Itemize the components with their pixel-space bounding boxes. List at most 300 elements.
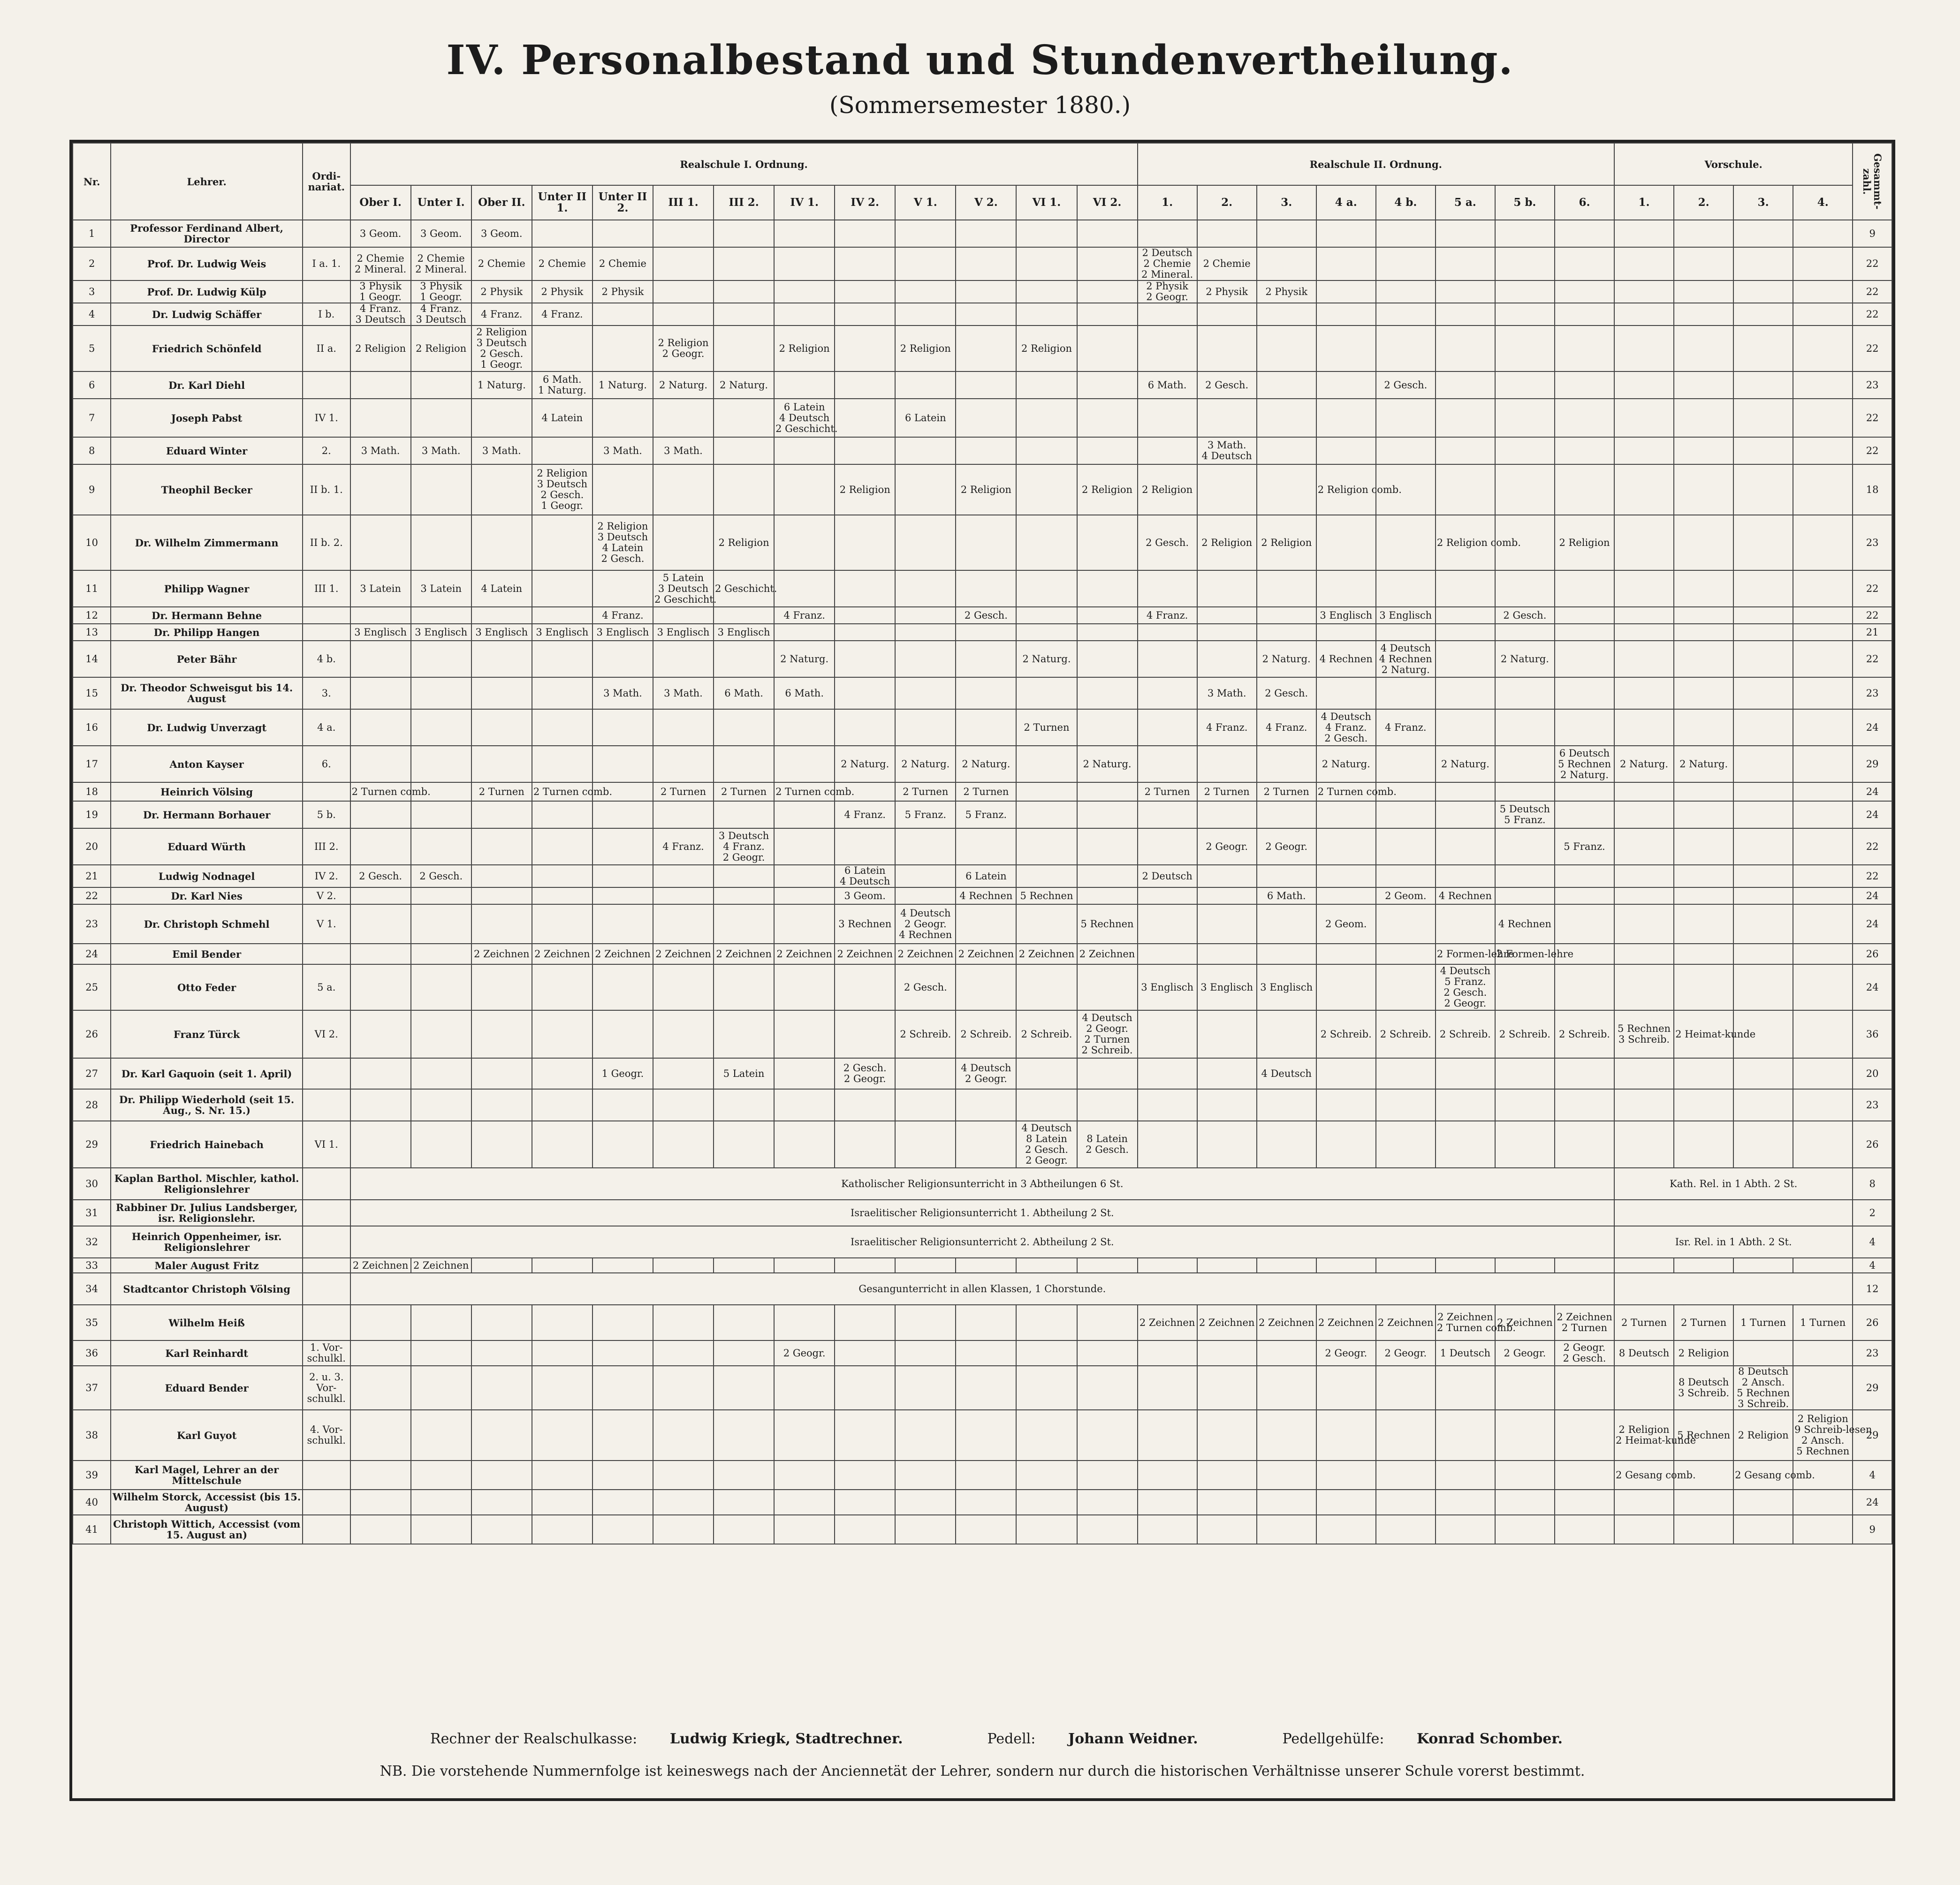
schedule-cell <box>1733 904 1793 944</box>
schedule-cell <box>471 641 532 677</box>
row-total: 36 <box>1853 1010 1892 1058</box>
schedule-cell <box>1257 904 1316 944</box>
schedule-cell <box>411 1490 471 1515</box>
schedule-cell <box>1674 709 1733 746</box>
schedule-cell: 2 Zeichnen <box>895 944 956 964</box>
schedule-cell <box>593 641 653 677</box>
schedule-cell <box>1614 1058 1674 1089</box>
row-merged-note: Israelitischer Religionsunterricht 1. Abtheilung 2 St. <box>350 1200 1614 1226</box>
schedule-cell <box>1016 1515 1077 1544</box>
schedule-cell <box>1733 677 1793 709</box>
schedule-cell <box>593 828 653 865</box>
schedule-cell <box>411 746 471 782</box>
schedule-cell <box>835 220 895 247</box>
schedule-cell <box>411 371 471 399</box>
schedule-cell <box>1614 1121 1674 1168</box>
schedule-cell <box>411 1366 471 1410</box>
schedule-cell: 2 Schreib. <box>1376 1010 1436 1058</box>
schedule-cell <box>1376 1366 1436 1410</box>
row-nr: 22 <box>73 887 111 904</box>
schedule-cell: 2 Gesch. <box>1138 515 1197 570</box>
schedule-cell <box>774 964 835 1010</box>
schedule-cell: 2 Geom. <box>1376 887 1436 904</box>
row-merged-vorschule <box>1614 1200 1853 1226</box>
schedule-cell: 2 Religion <box>714 515 774 570</box>
row-total: 22 <box>1853 437 1892 464</box>
schedule-cell <box>714 280 774 303</box>
schedule-cell: 3 Englisch <box>350 624 411 641</box>
table-row <box>73 1366 1892 1410</box>
schedule-cell <box>1674 326 1733 371</box>
schedule-cell <box>1376 220 1436 247</box>
row-total: 18 <box>1853 464 1892 515</box>
schedule-cell <box>1733 464 1793 515</box>
schedule-cell <box>1793 709 1853 746</box>
row-ordinariat: 1. Vor-schulkl. <box>303 1340 350 1366</box>
schedule-cell <box>1436 1515 1495 1544</box>
schedule-cell <box>1436 570 1495 607</box>
schedule-cell <box>1793 1490 1853 1515</box>
table-row <box>73 1168 1892 1200</box>
schedule-cell <box>1077 709 1138 746</box>
schedule-cell <box>1197 326 1257 371</box>
schedule-cell <box>593 1490 653 1515</box>
schedule-cell <box>774 904 835 944</box>
row-nr: 40 <box>73 1490 111 1515</box>
row-nr: 26 <box>73 1010 111 1058</box>
schedule-cell: 3 Englisch <box>593 624 653 641</box>
table-row <box>73 1461 1892 1490</box>
schedule-cell <box>774 1366 835 1410</box>
schedule-cell <box>956 677 1016 709</box>
schedule-cell <box>1138 1089 1197 1121</box>
schedule-cell <box>1793 515 1853 570</box>
schedule-cell <box>1495 1515 1555 1544</box>
schedule-cell: 2 Chemie <box>593 247 653 280</box>
schedule-cell <box>1733 1515 1793 1544</box>
schedule-cell <box>895 1490 956 1515</box>
schedule-cell: 4 Franz. <box>1197 709 1257 746</box>
schedule-cell <box>1733 1258 1793 1273</box>
row-ordinariat <box>303 624 350 641</box>
schedule-cell <box>653 1490 714 1515</box>
schedule-cell <box>774 303 835 326</box>
row-teacher: Dr. Karl Diehl <box>111 371 303 399</box>
schedule-cell: 2 Turnen <box>1257 782 1316 801</box>
schedule-cell <box>714 904 774 944</box>
schedule-cell: 2 Gesch. <box>350 865 411 887</box>
schedule-cell <box>774 464 835 515</box>
schedule-cell <box>895 371 956 399</box>
schedule-cell <box>1614 887 1674 904</box>
schedule-cell: 3 Latein <box>350 570 411 607</box>
schedule-cell <box>1316 303 1376 326</box>
schedule-cell <box>1016 399 1077 437</box>
row-total: 26 <box>1853 1121 1892 1168</box>
schedule-cell <box>1138 1410 1197 1461</box>
header-class-0-11: VI 1. <box>1016 185 1077 220</box>
schedule-cell <box>1555 247 1614 280</box>
schedule-cell <box>956 1258 1016 1273</box>
row-teacher: Philipp Wagner <box>111 570 303 607</box>
schedule-cell <box>1555 607 1614 624</box>
row-total: 9 <box>1853 220 1892 247</box>
schedule-cell: 4 Deutsch 5 Franz. 2 Gesch. 2 Geogr. <box>1436 964 1495 1010</box>
schedule-cell <box>714 1515 774 1544</box>
table-row <box>73 570 1892 607</box>
schedule-cell <box>956 1305 1016 1340</box>
schedule-cell <box>1614 515 1674 570</box>
schedule-cell: 3 Math. 4 Deutsch <box>1197 437 1257 464</box>
schedule-cell <box>1674 865 1733 887</box>
schedule-cell <box>1495 677 1555 709</box>
schedule-cell: 2 Geogr. <box>1316 1340 1376 1366</box>
schedule-cell <box>653 964 714 1010</box>
schedule-cell <box>1793 280 1853 303</box>
schedule-cell <box>1495 887 1555 904</box>
schedule-cell <box>835 1340 895 1366</box>
schedule-cell <box>1016 1305 1077 1340</box>
schedule-cell <box>1614 303 1674 326</box>
row-nr: 4 <box>73 303 111 326</box>
schedule-cell <box>350 1366 411 1410</box>
schedule-cell <box>1614 641 1674 677</box>
schedule-cell <box>1316 624 1376 641</box>
schedule-cell <box>1436 1490 1495 1515</box>
schedule-cell <box>1257 220 1316 247</box>
schedule-cell: 2 Geogr. <box>1257 828 1316 865</box>
row-teacher: Otto Feder <box>111 964 303 1010</box>
row-teacher: Rabbiner Dr. Julius Landsberger, isr. Religionslehr. <box>111 1200 303 1226</box>
schedule-cell <box>1674 280 1733 303</box>
schedule-cell <box>1257 801 1316 828</box>
row-teacher: Franz Türck <box>111 1010 303 1058</box>
row-teacher: Dr. Hermann Borhauer <box>111 801 303 828</box>
schedule-cell <box>714 220 774 247</box>
schedule-cell <box>1138 1461 1197 1490</box>
schedule-cell <box>1376 801 1436 828</box>
row-teacher: Christoph Wittich, Accessist (vom 15. August an) <box>111 1515 303 1544</box>
schedule-cell <box>1436 247 1495 280</box>
schedule-cell <box>1376 326 1436 371</box>
table-row <box>73 1089 1892 1121</box>
schedule-cell <box>532 904 593 944</box>
schedule-cell <box>1614 1490 1674 1515</box>
schedule-cell <box>1555 624 1614 641</box>
schedule-cell <box>1555 1366 1614 1410</box>
row-teacher: Dr. Hermann Behne <box>111 607 303 624</box>
schedule-cell <box>1436 709 1495 746</box>
schedule-cell <box>411 944 471 964</box>
schedule-cell <box>532 570 593 607</box>
schedule-cell <box>532 1058 593 1089</box>
schedule-cell <box>411 1058 471 1089</box>
schedule-cell: 4 Franz. <box>593 607 653 624</box>
schedule-cell <box>1316 515 1376 570</box>
header-class-0-9: V 1. <box>895 185 956 220</box>
schedule-cell <box>1733 326 1793 371</box>
schedule-cell <box>593 746 653 782</box>
schedule-cell <box>1138 437 1197 464</box>
schedule-cell <box>1138 399 1197 437</box>
schedule-cell <box>835 677 895 709</box>
schedule-cell: 3 Math. <box>653 437 714 464</box>
schedule-cell: 4 Rechnen <box>1436 887 1495 904</box>
schedule-cell <box>1733 746 1793 782</box>
schedule-cell <box>1495 782 1555 801</box>
row-nr: 37 <box>73 1366 111 1410</box>
schedule-cell <box>1555 399 1614 437</box>
schedule-cell <box>471 1258 532 1273</box>
schedule-cell <box>1077 437 1138 464</box>
schedule-cell <box>1436 677 1495 709</box>
schedule-cell <box>1077 1490 1138 1515</box>
schedule-cell <box>956 828 1016 865</box>
schedule-cell <box>1674 1258 1733 1273</box>
schedule-cell <box>714 1089 774 1121</box>
schedule-cell <box>1257 607 1316 624</box>
schedule-cell <box>1077 677 1138 709</box>
header-class-2-0: 1. <box>1614 185 1674 220</box>
schedule-cell <box>895 280 956 303</box>
schedule-cell <box>1555 964 1614 1010</box>
schedule-cell <box>471 1515 532 1544</box>
row-ordinariat <box>303 1305 350 1340</box>
schedule-cell <box>1016 801 1077 828</box>
schedule-cell: 2 Chemie <box>532 247 593 280</box>
schedule-cell <box>714 437 774 464</box>
schedule-cell <box>895 303 956 326</box>
row-nr: 5 <box>73 326 111 371</box>
row-ordinariat: 6. <box>303 746 350 782</box>
schedule-cell: 2 Naturg. <box>956 746 1016 782</box>
schedule-cell <box>1436 624 1495 641</box>
schedule-cell <box>1376 303 1436 326</box>
schedule-cell <box>1257 464 1316 515</box>
schedule-cell <box>1436 828 1495 865</box>
schedule-cell <box>1016 782 1077 801</box>
row-ordinariat: I b. <box>303 303 350 326</box>
schedule-cell: 2 Zeichnen <box>593 944 653 964</box>
schedule-cell <box>774 570 835 607</box>
row-ordinariat: II a. <box>303 326 350 371</box>
schedule-cell <box>895 865 956 887</box>
schedule-cell <box>1257 1258 1316 1273</box>
schedule-cell <box>1674 964 1733 1010</box>
row-ordinariat: 3. <box>303 677 350 709</box>
schedule-cell: 2 Religion <box>1077 464 1138 515</box>
table-row <box>73 303 1892 326</box>
row-ordinariat <box>303 1200 350 1226</box>
row-nr: 34 <box>73 1273 111 1305</box>
schedule-cell <box>593 904 653 944</box>
schedule-cell <box>411 607 471 624</box>
schedule-cell: 2 Turnen <box>1674 1305 1733 1340</box>
schedule-cell <box>1733 399 1793 437</box>
schedule-cell: 2 Turnen <box>1138 782 1197 801</box>
schedule-cell <box>1495 437 1555 464</box>
schedule-cell <box>774 515 835 570</box>
schedule-cell <box>1436 607 1495 624</box>
schedule-cell <box>532 828 593 865</box>
schedule-cell <box>895 464 956 515</box>
schedule-cell <box>895 677 956 709</box>
schedule-cell <box>653 1258 714 1273</box>
schedule-cell <box>1138 220 1197 247</box>
schedule-cell: 2 Zeichnen <box>411 1258 471 1273</box>
schedule-cell: 2 Zeichnen <box>532 944 593 964</box>
row-teacher: Kaplan Barthol. Mischler, kathol. Religionslehrer <box>111 1168 303 1200</box>
schedule-cell <box>774 887 835 904</box>
row-nr: 12 <box>73 607 111 624</box>
schedule-cell <box>1077 1058 1138 1089</box>
schedule-cell <box>1555 303 1614 326</box>
schedule-cell <box>532 1121 593 1168</box>
schedule-cell <box>411 1461 471 1490</box>
schedule-cell <box>1793 1121 1853 1168</box>
schedule-cell <box>1733 303 1793 326</box>
schedule-cell <box>1016 1089 1077 1121</box>
schedule-cell <box>1138 677 1197 709</box>
schedule-cell <box>1793 1089 1853 1121</box>
table-row <box>73 1490 1892 1515</box>
schedule-cell <box>1257 1366 1316 1410</box>
schedule-cell: 6 Latein <box>895 399 956 437</box>
schedule-cell <box>593 1461 653 1490</box>
schedule-cell: 2 Turnen <box>1016 709 1077 746</box>
table-row <box>73 1121 1892 1168</box>
schedule-cell <box>1016 677 1077 709</box>
schedule-cell <box>471 746 532 782</box>
schedule-cell <box>956 247 1016 280</box>
row-nr: 38 <box>73 1410 111 1461</box>
row-teacher: Peter Bähr <box>111 641 303 677</box>
schedule-cell: 6 Deutsch 5 Rechnen 2 Naturg. <box>1555 746 1614 782</box>
schedule-cell <box>1674 247 1733 280</box>
table-row <box>73 1258 1892 1273</box>
row-teacher: Prof. Dr. Ludwig Külp <box>111 280 303 303</box>
schedule-cell: 2 Religion <box>1138 464 1197 515</box>
schedule-cell <box>1197 399 1257 437</box>
schedule-cell <box>1077 865 1138 887</box>
schedule-cell <box>1138 746 1197 782</box>
row-total: 24 <box>1853 801 1892 828</box>
row-ordinariat: III 1. <box>303 570 350 607</box>
schedule-cell <box>1674 1490 1733 1515</box>
schedule-cell <box>1793 371 1853 399</box>
schedule-cell <box>653 1010 714 1058</box>
schedule-cell <box>593 220 653 247</box>
schedule-cell: 2 Turnen <box>895 782 956 801</box>
schedule-cell <box>774 437 835 464</box>
row-nr: 6 <box>73 371 111 399</box>
row-ordinariat: I a. 1. <box>303 247 350 280</box>
schedule-cell <box>1555 709 1614 746</box>
schedule-cell <box>956 904 1016 944</box>
schedule-cell <box>1614 964 1674 1010</box>
schedule-cell <box>1376 515 1436 570</box>
schedule-cell: 3 Englisch <box>1376 607 1436 624</box>
table-row <box>73 515 1892 570</box>
schedule-cell <box>1555 1490 1614 1515</box>
schedule-cell <box>714 303 774 326</box>
schedule-cell <box>593 865 653 887</box>
schedule-cell <box>1733 641 1793 677</box>
schedule-cell <box>471 828 532 865</box>
schedule-cell <box>835 303 895 326</box>
schedule-cell <box>1016 865 1077 887</box>
schedule-cell <box>471 607 532 624</box>
schedule-cell <box>774 709 835 746</box>
row-total: 22 <box>1853 607 1892 624</box>
schedule-cell <box>1197 1515 1257 1544</box>
schedule-cell: 8 Latein 2 Gesch. <box>1077 1121 1138 1168</box>
schedule-cell <box>835 570 895 607</box>
schedule-cell: 2 Zeichnen <box>1257 1305 1316 1340</box>
schedule-cell: 2 Chemie 2 Mineral. <box>411 247 471 280</box>
schedule-cell <box>1436 1058 1495 1089</box>
schedule-cell <box>471 515 532 570</box>
schedule-cell: 5 Rechnen <box>1674 1410 1733 1461</box>
schedule-cell <box>593 1010 653 1058</box>
schedule-cell: 2 Physik 2 Geogr. <box>1138 280 1197 303</box>
table-row <box>73 677 1892 709</box>
schedule-cell <box>1614 828 1674 865</box>
schedule-cell <box>350 1058 411 1089</box>
schedule-cell <box>593 1305 653 1340</box>
schedule-cell <box>593 1410 653 1461</box>
row-teacher: Eduard Winter <box>111 437 303 464</box>
row-nr: 9 <box>73 464 111 515</box>
table-row <box>73 371 1892 399</box>
schedule-cell <box>714 247 774 280</box>
footer-item-label: Rechner der Realschulkasse: <box>430 1731 642 1747</box>
schedule-cell <box>1197 1366 1257 1410</box>
table-row <box>73 220 1892 247</box>
schedule-cell <box>1793 782 1853 801</box>
schedule-cell: 3 Deutsch 4 Franz. 2 Geogr. <box>714 828 774 865</box>
schedule-cell <box>1197 1461 1257 1490</box>
schedule-cell <box>774 220 835 247</box>
schedule-cell <box>714 1121 774 1168</box>
row-ordinariat <box>303 220 350 247</box>
schedule-cell <box>350 677 411 709</box>
schedule-cell: 4 Franz. 3 Deutsch <box>411 303 471 326</box>
schedule-cell <box>1555 677 1614 709</box>
row-total: 24 <box>1853 904 1892 944</box>
schedule-cell <box>1016 904 1077 944</box>
schedule-cell <box>411 828 471 865</box>
schedule-cell <box>956 280 1016 303</box>
schedule-cell: 2 Religion <box>1197 515 1257 570</box>
table-row <box>73 746 1892 782</box>
schedule-cell: 2 Zeichnen <box>471 944 532 964</box>
header-group-0: Realschule I. Ordnung. <box>350 143 1138 185</box>
schedule-cell <box>895 887 956 904</box>
schedule-cell <box>350 641 411 677</box>
row-teacher: Prof. Dr. Ludwig Weis <box>111 247 303 280</box>
schedule-cell <box>1733 247 1793 280</box>
row-total: 22 <box>1853 399 1892 437</box>
schedule-cell <box>895 1461 956 1490</box>
schedule-cell <box>956 326 1016 371</box>
row-teacher: Dr. Theodor Schweisgut bis 14. August <box>111 677 303 709</box>
table-row <box>73 782 1892 801</box>
schedule-cell <box>1793 570 1853 607</box>
row-ordinariat: 4 b. <box>303 641 350 677</box>
schedule-cell <box>835 280 895 303</box>
schedule-cell <box>1793 1058 1853 1089</box>
